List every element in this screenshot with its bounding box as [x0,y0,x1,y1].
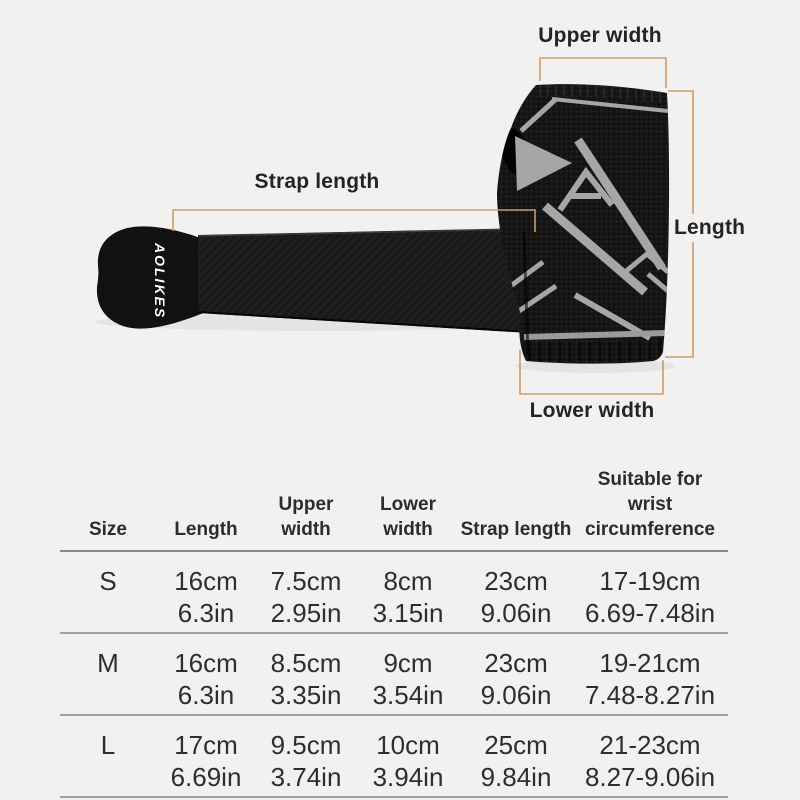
cell-upper-width: 9.5cm 3.74in [270,730,342,792]
col-header-wrist-circumference: Suitable for wrist circumference [585,469,715,540]
col-header-size: Size [88,519,128,540]
upper-width-label: Upper width [538,24,662,47]
cell-length: 16cm 6.3in [174,566,238,628]
col-header-upper-width: Upper width [278,494,334,540]
cell-wrist-circumference: 21-23cm 8.27-9.06in [584,730,716,792]
brand-logo: AOLIKES [152,243,168,320]
strap-length-label: Strap length [254,170,380,193]
cell-size: L [100,730,116,760]
size-row-m [60,634,728,716]
cell-strap-length: 23cm 9.06in [480,566,552,628]
lower-width-label: Lower width [529,399,655,422]
cell-size: M [97,648,119,678]
cell-length: 17cm 6.69in [170,730,242,792]
upper-width-bracket [540,58,666,88]
size-table-header [60,467,728,552]
cell-upper-width: 7.5cm 2.95in [270,566,342,628]
length-label: Length [671,214,748,242]
size-row-l [60,716,728,798]
cell-wrist-circumference: 19-21cm 7.48-8.27in [584,648,716,710]
cell-lower-width: 8cm 3.15in [372,566,444,628]
cell-lower-width: 9cm 3.54in [372,648,444,710]
col-header-strap-length: Strap length [460,519,572,540]
cell-upper-width: 8.5cm 3.35in [270,648,342,710]
cell-wrist-circumference: 17-19cm 6.69-7.48in [584,566,716,628]
col-header-lower-width: Lower width [380,494,436,540]
size-row-s [60,552,728,634]
cell-strap-length: 23cm 9.06in [480,648,552,710]
cell-lower-width: 10cm 3.94in [372,730,444,792]
cell-length: 16cm 6.3in [174,648,238,710]
strap-length-bracket [173,210,535,232]
size-table [60,467,728,798]
cell-size: S [99,566,117,596]
strap-tab [97,226,206,328]
col-header-length: Length [174,519,238,540]
cell-strap-length: 25cm 9.84in [480,730,552,792]
